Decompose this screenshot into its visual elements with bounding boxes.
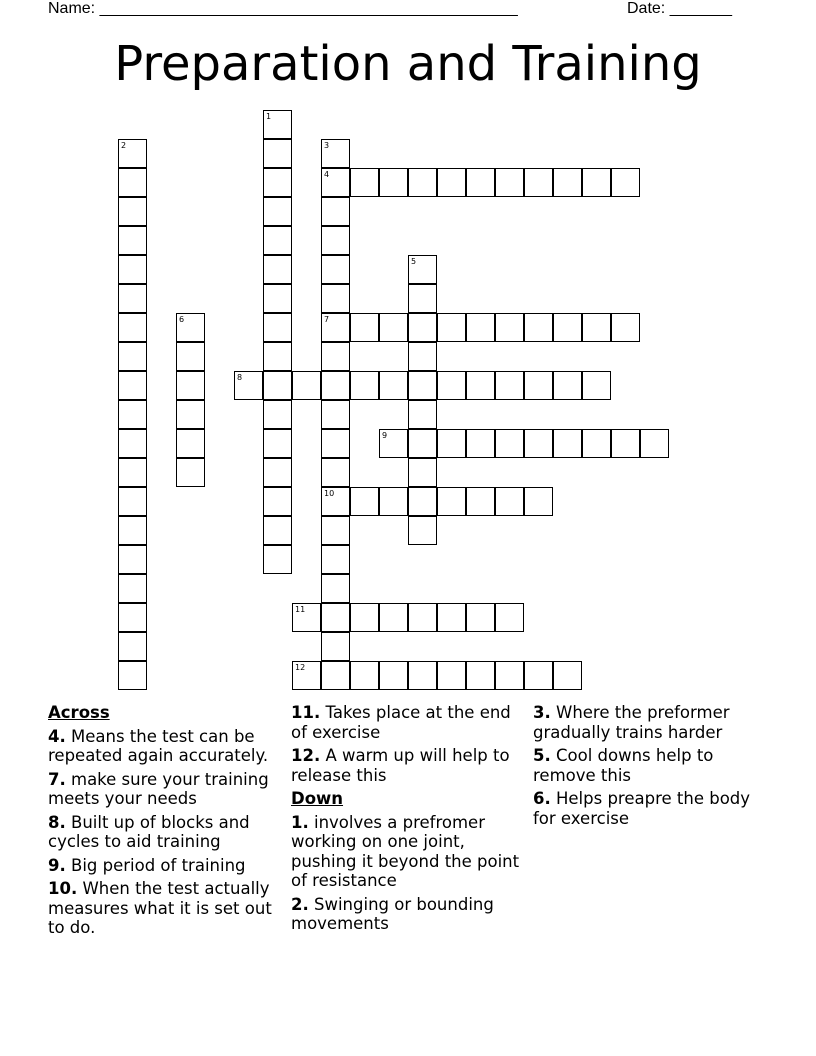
grid-cell[interactable]: [321, 458, 350, 487]
grid-cell[interactable]: [553, 313, 582, 342]
grid-cell[interactable]: [263, 197, 292, 226]
grid-cell[interactable]: [466, 661, 495, 690]
clue-down-6: 6. Helps preapre the body for exercise: [533, 789, 751, 828]
grid-cell[interactable]: [118, 487, 147, 516]
grid-cell[interactable]: [437, 661, 466, 690]
grid-cell[interactable]: [234, 371, 263, 400]
grid-cell[interactable]: [437, 313, 466, 342]
grid-cell[interactable]: [321, 516, 350, 545]
grid-cell[interactable]: [495, 168, 524, 197]
grid-cell[interactable]: [437, 429, 466, 458]
page-title: Preparation and Training: [114, 36, 702, 92]
grid-cell[interactable]: [611, 429, 640, 458]
grid-cell[interactable]: [466, 168, 495, 197]
grid-cell[interactable]: [263, 342, 292, 371]
clue-number: 4: [324, 170, 330, 179]
grid-cell[interactable]: [263, 110, 292, 139]
grid-cell[interactable]: [408, 487, 437, 516]
grid-cell[interactable]: [611, 313, 640, 342]
grid-cell[interactable]: [379, 313, 408, 342]
across-heading: Across: [48, 703, 110, 722]
grid-cell[interactable]: [466, 429, 495, 458]
grid-cell[interactable]: [408, 342, 437, 371]
grid-cell[interactable]: [379, 371, 408, 400]
clue-number: 11: [295, 605, 306, 614]
grid-cell[interactable]: [292, 371, 321, 400]
grid-cell[interactable]: [321, 371, 350, 400]
clue-number: 2: [121, 141, 127, 150]
grid-cell[interactable]: [379, 429, 408, 458]
grid-cell[interactable]: [321, 313, 350, 342]
grid-cell[interactable]: [466, 603, 495, 632]
grid-cell[interactable]: [321, 487, 350, 516]
grid-cell[interactable]: [582, 371, 611, 400]
clue-column-1: [48, 703, 288, 942]
grid-cell[interactable]: [118, 313, 147, 342]
grid-cell[interactable]: [350, 313, 379, 342]
grid-cell[interactable]: [582, 313, 611, 342]
grid-cell[interactable]: [524, 168, 553, 197]
clue-number: 6: [179, 315, 185, 324]
clue-number: 8: [237, 373, 243, 382]
grid-cell[interactable]: [437, 168, 466, 197]
clue-number: 9: [382, 431, 388, 440]
grid-cell[interactable]: [350, 371, 379, 400]
grid-cell[interactable]: [408, 458, 437, 487]
grid-cell[interactable]: [495, 661, 524, 690]
clue-across-12: 12. A warm up will help to release this: [291, 746, 510, 785]
grid-cell[interactable]: [263, 313, 292, 342]
grid-cell[interactable]: [176, 400, 205, 429]
grid-cell[interactable]: [524, 429, 553, 458]
grid-cell[interactable]: [408, 371, 437, 400]
grid-cell[interactable]: [495, 313, 524, 342]
grid-cell[interactable]: [263, 371, 292, 400]
grid-cell[interactable]: [321, 255, 350, 284]
grid-cell[interactable]: [263, 429, 292, 458]
grid-cell[interactable]: [263, 400, 292, 429]
clue-number: 7: [324, 315, 330, 324]
grid-cell[interactable]: [118, 342, 147, 371]
grid-cell[interactable]: [379, 661, 408, 690]
grid-cell[interactable]: [495, 603, 524, 632]
grid-cell[interactable]: [553, 168, 582, 197]
clue-number: 3: [324, 141, 330, 150]
down-heading: Down: [291, 789, 344, 808]
grid-cell[interactable]: [176, 429, 205, 458]
grid-cell[interactable]: [118, 574, 147, 603]
grid-cell[interactable]: [350, 603, 379, 632]
clue-number: 10: [324, 489, 335, 498]
grid-cell[interactable]: [408, 168, 437, 197]
grid-cell[interactable]: [321, 574, 350, 603]
grid-cell[interactable]: [321, 661, 350, 690]
grid-cell[interactable]: [176, 371, 205, 400]
clue-across-4: 4. Means the test can be repeated again accurately.: [48, 726, 269, 765]
clue-down-3: 3. Where the preformer gradually trains harder: [533, 703, 730, 742]
grid-cell[interactable]: [408, 429, 437, 458]
grid-cell[interactable]: [263, 255, 292, 284]
grid-cell[interactable]: [379, 603, 408, 632]
grid-cell[interactable]: [437, 371, 466, 400]
grid-cell[interactable]: [524, 661, 553, 690]
grid-cell[interactable]: [176, 313, 205, 342]
grid-cell[interactable]: [321, 226, 350, 255]
grid-cell[interactable]: [553, 371, 582, 400]
grid-cell[interactable]: [263, 284, 292, 313]
grid-cell[interactable]: [321, 603, 350, 632]
clue-across-11: 11. Takes place at the end of exercise: [291, 703, 511, 742]
grid-cell[interactable]: [408, 516, 437, 545]
grid-cell[interactable]: [582, 168, 611, 197]
date-field-label[interactable]: Date: _______: [627, 0, 732, 17]
name-field-label[interactable]: Name: _______________________________________________: [48, 0, 518, 17]
grid-cell[interactable]: [466, 371, 495, 400]
grid-cell[interactable]: [350, 487, 379, 516]
grid-cell[interactable]: [495, 429, 524, 458]
grid-cell[interactable]: [379, 168, 408, 197]
clue-number: 5: [411, 257, 417, 266]
grid-cell[interactable]: [321, 168, 350, 197]
grid-cell[interactable]: [466, 487, 495, 516]
grid-cell[interactable]: [321, 197, 350, 226]
grid-cell[interactable]: [408, 661, 437, 690]
grid-cell[interactable]: [321, 284, 350, 313]
clue-across-8: 8. Built up of blocks and cycles to aid training: [48, 812, 250, 851]
grid-cell[interactable]: [263, 168, 292, 197]
clue-down-2: 2. Swinging or bounding movements: [291, 894, 494, 933]
grid-cell[interactable]: [118, 545, 147, 574]
grid-cell[interactable]: [321, 632, 350, 661]
grid-cell[interactable]: [350, 168, 379, 197]
grid-cell[interactable]: [118, 429, 147, 458]
grid-cell[interactable]: [495, 371, 524, 400]
grid-cell[interactable]: [321, 400, 350, 429]
grid-cell[interactable]: [118, 632, 147, 661]
grid-cell[interactable]: [118, 458, 147, 487]
grid-cell[interactable]: [263, 487, 292, 516]
clue-across-9: 9. Big period of training: [48, 855, 246, 875]
clue-number: 1: [266, 112, 272, 121]
clue-column-2: [291, 703, 531, 938]
grid-cell[interactable]: [408, 603, 437, 632]
clue-down-5: 5. Cool downs help to remove this: [533, 746, 714, 785]
grid-cell[interactable]: [118, 255, 147, 284]
grid-cell[interactable]: [437, 603, 466, 632]
grid-cell[interactable]: [582, 429, 611, 458]
grid-cell[interactable]: [321, 429, 350, 458]
grid-cell[interactable]: [263, 545, 292, 574]
grid-cell[interactable]: [176, 342, 205, 371]
grid-cell[interactable]: [553, 429, 582, 458]
grid-cell[interactable]: [524, 487, 553, 516]
grid-cell[interactable]: [408, 313, 437, 342]
grid-cell[interactable]: [408, 400, 437, 429]
grid-cell[interactable]: [118, 371, 147, 400]
clue-column-3: [533, 703, 773, 832]
grid-cell[interactable]: [118, 661, 147, 690]
grid-cell[interactable]: [263, 458, 292, 487]
grid-cell[interactable]: [292, 603, 321, 632]
grid-cell[interactable]: [553, 661, 582, 690]
grid-cell[interactable]: [495, 487, 524, 516]
grid-cell[interactable]: [118, 226, 147, 255]
grid-cell[interactable]: [437, 487, 466, 516]
grid-cell[interactable]: [118, 284, 147, 313]
grid-cell[interactable]: [321, 139, 350, 168]
grid-cell[interactable]: [263, 226, 292, 255]
grid-cell[interactable]: [379, 487, 408, 516]
grid-cell[interactable]: [611, 168, 640, 197]
grid-cell[interactable]: [263, 516, 292, 545]
grid-cell[interactable]: [118, 197, 147, 226]
grid-cell[interactable]: [118, 400, 147, 429]
grid-cell[interactable]: [321, 342, 350, 371]
grid-cell[interactable]: [292, 661, 321, 690]
grid-cell[interactable]: [321, 545, 350, 574]
clue-number: 12: [295, 663, 306, 672]
grid-cell[interactable]: [466, 313, 495, 342]
grid-cell[interactable]: [640, 429, 669, 458]
grid-cell[interactable]: [524, 371, 553, 400]
grid-cell[interactable]: [176, 458, 205, 487]
grid-cell[interactable]: [118, 516, 147, 545]
grid-cell[interactable]: [118, 168, 147, 197]
grid-cell[interactable]: [408, 255, 437, 284]
clue-across-7: 7. make sure your training meets your needs: [48, 769, 269, 808]
clue-down-1: 1. involves a prefromer working on one joint, pushing it beyond the point of resistance: [291, 812, 520, 890]
grid-cell[interactable]: [524, 313, 553, 342]
grid-cell[interactable]: [118, 139, 147, 168]
grid-cell[interactable]: [118, 603, 147, 632]
grid-cell[interactable]: [408, 284, 437, 313]
grid-cell[interactable]: [263, 139, 292, 168]
grid-cell[interactable]: [350, 661, 379, 690]
clue-across-10: 10. When the test actually measures what it is set out to do.: [48, 879, 272, 937]
